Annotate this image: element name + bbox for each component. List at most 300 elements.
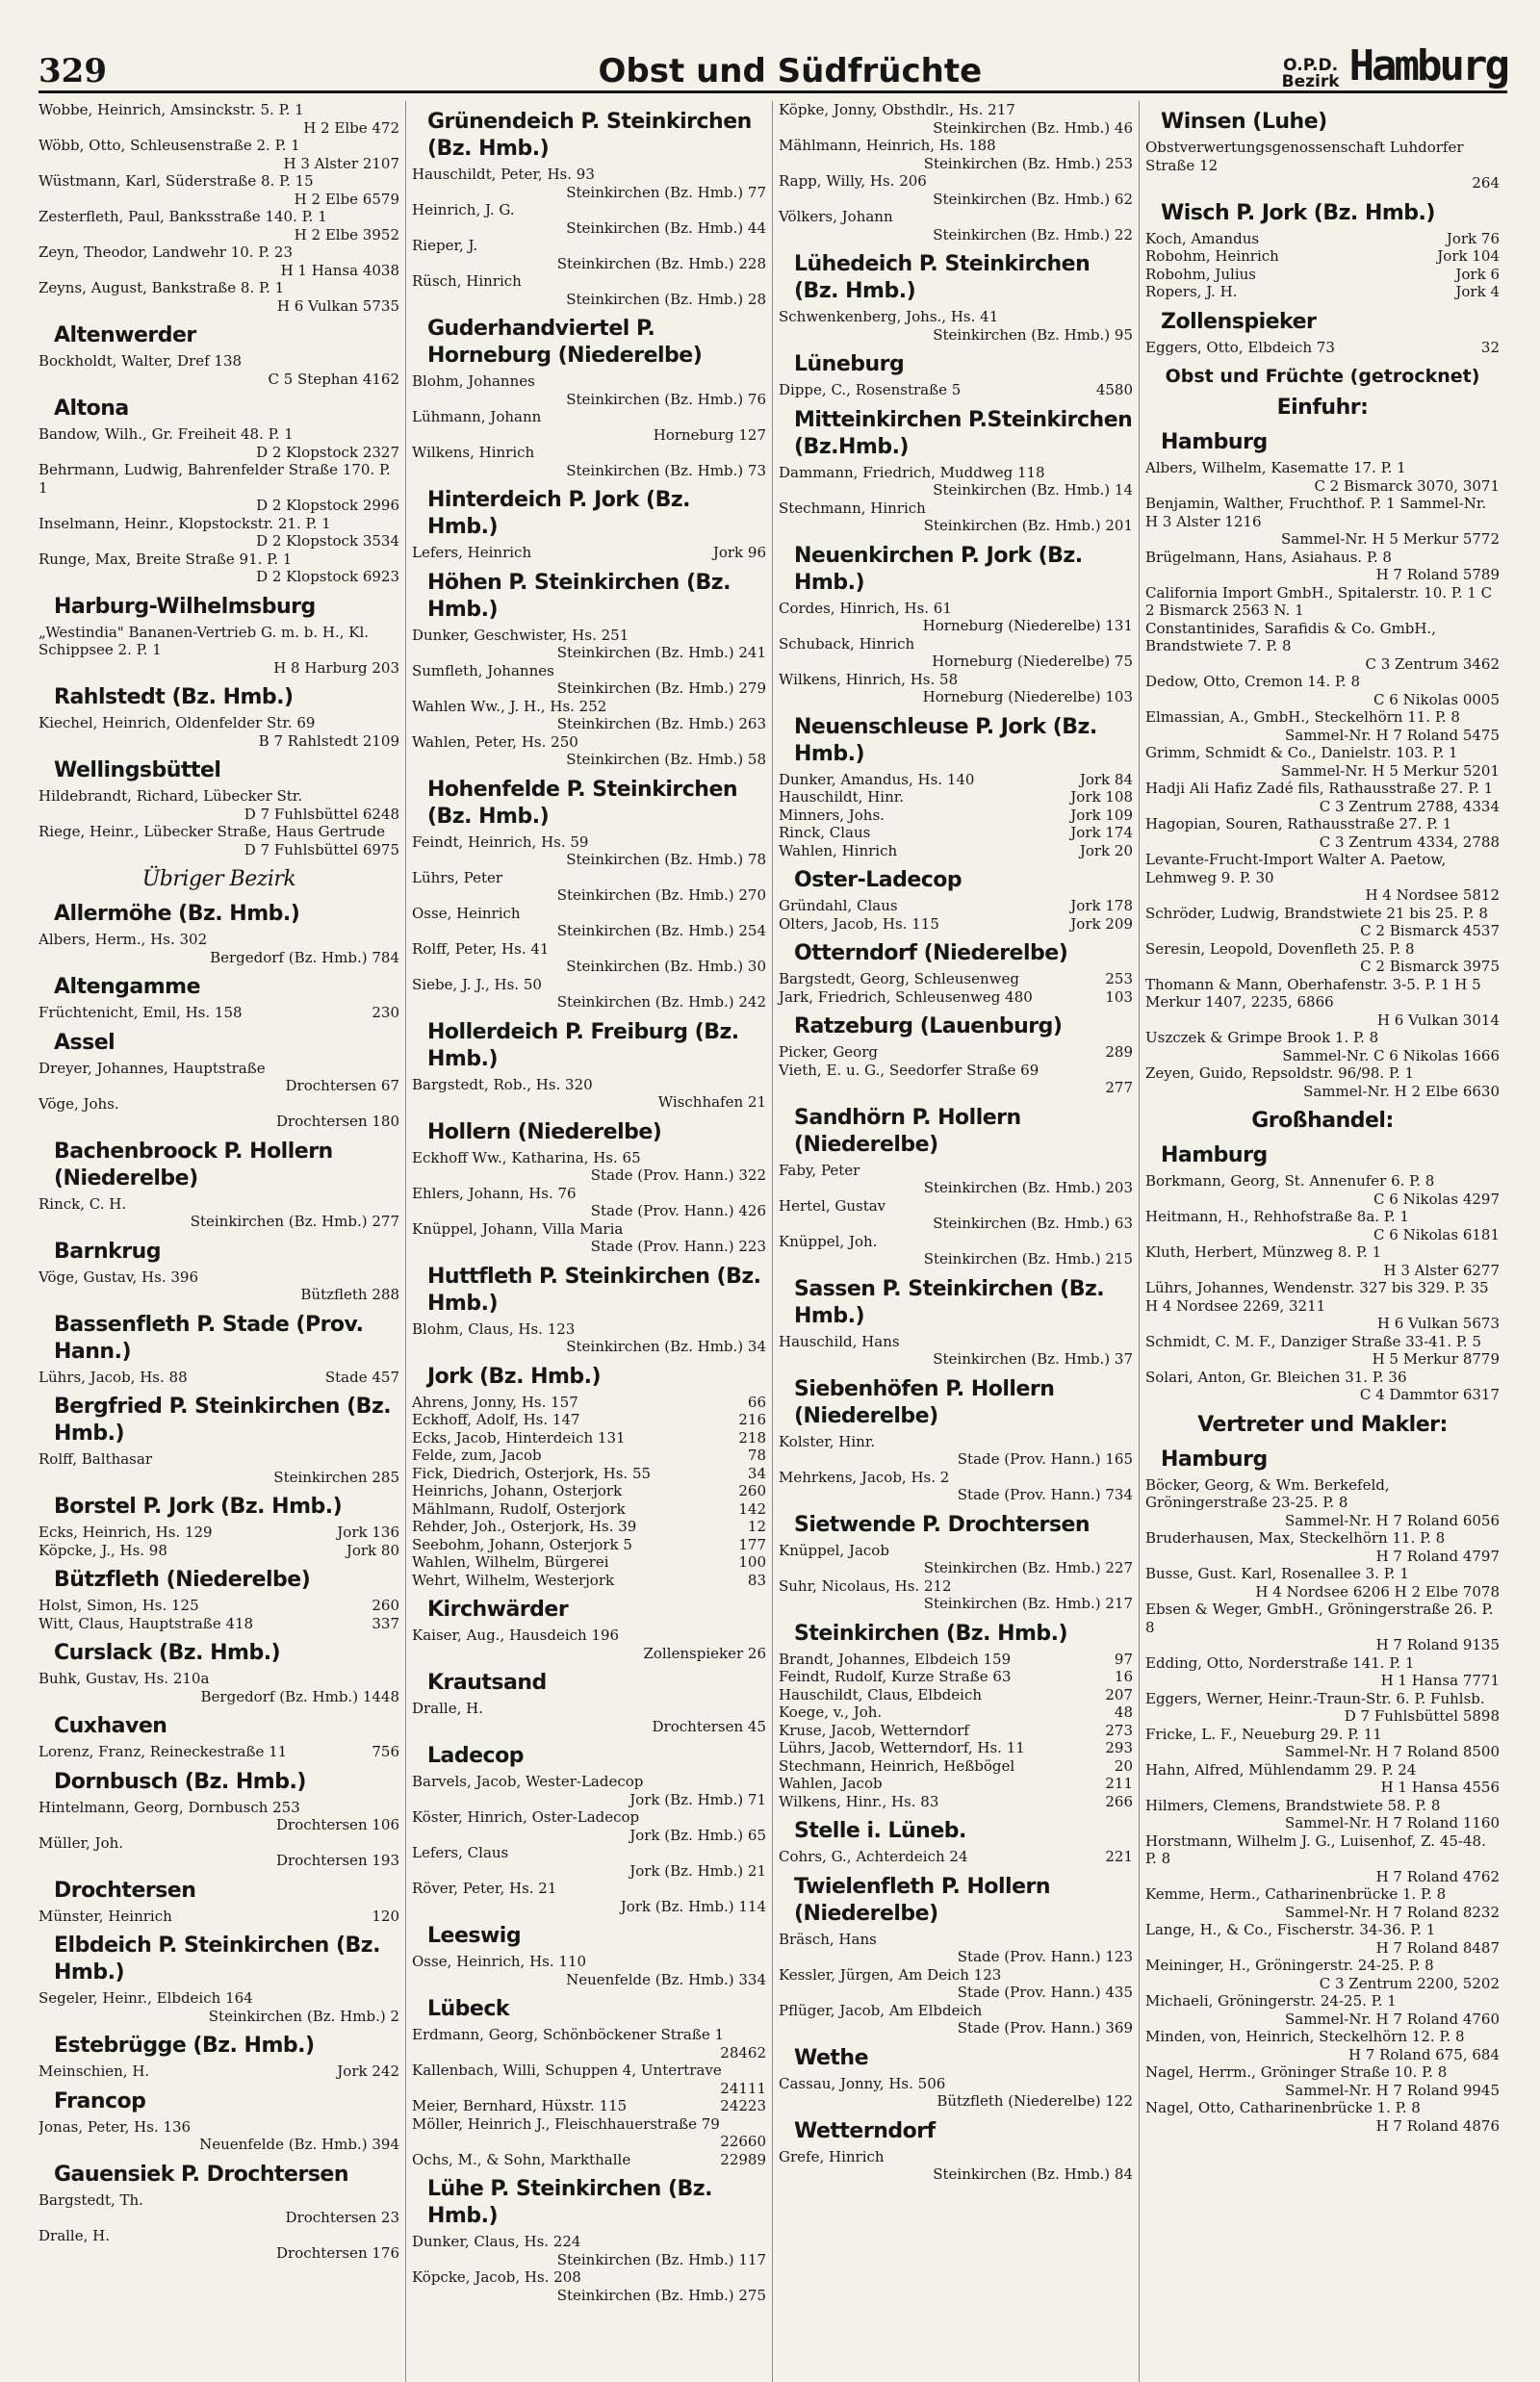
directory-entry xyxy=(38,172,399,208)
entry-name: Vieth, E. u. G., Seedorfer Straße 69 xyxy=(779,1061,1040,1079)
directory-entry xyxy=(779,101,1133,137)
entry-phone: Jork (Bz. Hmb.) 21 xyxy=(629,1861,766,1880)
directory-entry xyxy=(412,2026,766,2062)
directory-entry xyxy=(1145,940,1500,976)
directory-entry xyxy=(779,2075,1133,2111)
entry-phone: D 2 Klopstock 2996 xyxy=(256,497,399,514)
entry-name: Röver, Peter, Hs. 21 xyxy=(412,1880,557,1897)
entry-phone: Sammel-Nr. H 7 Roland 9945 xyxy=(1284,2081,1500,2099)
directory-entry xyxy=(412,2233,766,2268)
entry-phone: Neuenfelde (Bz. Hmb.) 394 xyxy=(199,2136,399,2153)
bezirk-label: Bezirk xyxy=(1281,72,1340,91)
entry-name: Brandt, Johannes, Elbdeich 159 xyxy=(779,1650,1012,1668)
directory-entry xyxy=(412,2115,766,2151)
entry-phone: C 6 Nikolas 4297 xyxy=(1373,1190,1500,1208)
directory-entry xyxy=(1145,1208,1500,1243)
entry-phone: 78 xyxy=(747,1447,766,1464)
entry-phone: Horneburg (Niederelbe) 103 xyxy=(922,688,1133,705)
directory-entry xyxy=(779,1162,1133,1197)
entry-phone: 177 xyxy=(738,1535,766,1553)
entry-phone: Jork (Bz. Hmb.) 65 xyxy=(629,1826,766,1844)
entry-phone: Drochtersen 23 xyxy=(285,2209,399,2226)
entry-phone: Drochtersen 67 xyxy=(285,1077,399,1094)
entry-name: Heinrichs, Johann, Osterjork xyxy=(412,1482,623,1499)
directory-entry xyxy=(412,1553,766,1572)
directory-entry xyxy=(412,1149,766,1185)
place-heading: Hollerdeich P. Freiburg (Bz. Hmb.) xyxy=(427,1019,739,1071)
directory-entry xyxy=(412,833,766,869)
entry-name: Hauschildt, Peter, Hs. 93 xyxy=(412,166,595,183)
directory-entry xyxy=(1145,1726,1500,1761)
directory-entry xyxy=(412,2062,766,2097)
directory-entry xyxy=(412,1773,766,1808)
entry-name: Hauschildt, Hinr. xyxy=(779,788,905,806)
directory-entry xyxy=(412,444,766,479)
directory-entry xyxy=(779,308,1133,344)
entry-name: Busse, Gust. Karl, Rosenallee 3. P. 1 xyxy=(1145,1565,1409,1582)
entry-phone: Jork 242 xyxy=(337,2062,399,2080)
entry-phone: Horneburg (Niederelbe) 75 xyxy=(932,653,1133,670)
entry-phone: 4580 xyxy=(1095,381,1133,398)
entry-phone: Horneburg 127 xyxy=(653,425,766,444)
entry-phone: C 5 Stephan 4162 xyxy=(268,370,399,388)
entry-name: Cohrs, G., Achterdeich 24 xyxy=(779,1848,968,1865)
entry-name: Wahlen Ww., J. H., Hs. 252 xyxy=(412,697,607,715)
directory-entry xyxy=(412,1626,766,1662)
directory-entry xyxy=(1145,1333,1500,1369)
entry-phone: 253 xyxy=(1105,970,1133,987)
entry-name: Bandow, Wilh., Gr. Freiheit 48. P. 1 xyxy=(38,425,294,443)
place-heading: Vertreter und Makler: xyxy=(1197,1412,1448,1437)
entry-name: Köpcke, Jacob, Hs. 208 xyxy=(412,2268,581,2286)
entry-phone: 16 xyxy=(1114,1668,1133,1685)
directory-entry xyxy=(779,2002,1133,2037)
entry-name: Wahlen, Peter, Hs. 250 xyxy=(412,732,578,751)
entry-phone: C 3 Zentrum 2200, 5202 xyxy=(1319,1974,1500,1992)
place-heading: Wisch P. Jork (Bz. Hmb.) xyxy=(1161,200,1435,225)
directory-entry xyxy=(779,1757,1133,1776)
entry-phone: Steinkirchen (Bz. Hmb.) 117 xyxy=(556,2250,766,2268)
place-heading: Francop xyxy=(54,2088,146,2113)
directory-entry xyxy=(412,372,766,408)
entry-name: Runge, Max, Breite Straße 91. P. 1 xyxy=(38,550,293,568)
entry-phone: 28462 xyxy=(720,2043,766,2062)
place-heading: Altona xyxy=(54,397,129,421)
directory-entry xyxy=(1145,2063,1500,2099)
entry-phone: Steinkirchen (Bz. Hmb.) 84 xyxy=(933,2165,1133,2183)
place-heading: Sandhörn P. Hollern (Niederelbe) xyxy=(794,1105,1021,1157)
directory-entry xyxy=(1145,2099,1500,2135)
entry-name: Rüsch, Hinrich xyxy=(412,272,522,290)
directory-entry xyxy=(412,627,766,662)
place-heading: Rahlstedt (Bz. Hmb.) xyxy=(54,685,294,709)
directory-entry xyxy=(412,1500,766,1519)
directory-entry xyxy=(779,970,1133,988)
entry-phone: Steinkirchen (Bz. Hmb.) 58 xyxy=(566,751,766,768)
entry-phone: 221 xyxy=(1105,1848,1133,1865)
entry-name: Kiechel, Heinrich, Oldenfelder Str. 69 xyxy=(38,714,316,731)
entry-name: Kessler, Jürgen, Am Deich 123 xyxy=(779,1965,1002,1984)
entry-phone: Sammel-Nr. H 7 Roland 8232 xyxy=(1284,1903,1500,1921)
entry-name: Münster, Heinrich xyxy=(38,1907,172,1925)
directory-entry xyxy=(38,551,399,586)
place-heading: Hollern (Niederelbe) xyxy=(427,1119,662,1144)
entry-phone: B 7 Rahlstedt 2109 xyxy=(258,731,399,750)
entry-name: Kemme, Herm., Catharinenbrücke 1. P. 8 xyxy=(1145,1885,1447,1903)
entry-name: Bruderhausen, Max, Steckelhörn 11. P. 8 xyxy=(1145,1529,1446,1547)
directory-entry xyxy=(412,1518,766,1536)
entry-name: Rolff, Balthasar xyxy=(38,1450,152,1468)
entry-phone: 293 xyxy=(1105,1739,1133,1756)
entry-phone: H 6 Vulkan 3014 xyxy=(1376,1011,1500,1029)
directory-entry xyxy=(779,172,1133,208)
place-heading: Altenwerder xyxy=(54,323,196,347)
entry-phone: D 7 Fuhlsbüttel 6975 xyxy=(244,840,399,858)
entry-phone: Stade 457 xyxy=(324,1368,399,1386)
entry-phone: Steinkirchen (Bz. Hmb.) 46 xyxy=(933,118,1133,137)
entry-name: Eckhoff, Adolf, Hs. 147 xyxy=(412,1411,580,1428)
entry-phone: D 7 Fuhlsbüttel 5898 xyxy=(1344,1707,1500,1725)
entry-name: Picker, Georg xyxy=(779,1043,878,1061)
entry-phone: Steinkirchen (Bz. Hmb.) 22 xyxy=(933,225,1133,243)
entry-name: Rinck, C. H. xyxy=(38,1194,127,1213)
entry-phone: Bützfleth 288 xyxy=(300,1286,399,1303)
entry-name: Lührs, Johannes, Wendenstr. 327 bis 329. P. 35 H 4 Nordsee 2269, 3211 xyxy=(1145,1279,1489,1315)
entry-name: Knüppel, Johann, Villa Maria xyxy=(412,1219,624,1238)
region-label xyxy=(1282,41,1507,90)
entry-phone: Steinkirchen 285 xyxy=(273,1468,399,1486)
entry-phone: Jork 209 xyxy=(1070,914,1133,933)
place-heading: Bützfleth (Niederelbe) xyxy=(54,1568,311,1592)
entry-name: Barvels, Jacob, Wester-Ladecop xyxy=(412,1773,644,1790)
entry-phone: Steinkirchen (Bz. Hmb.) 201 xyxy=(923,517,1133,534)
directory-entry xyxy=(779,381,1133,399)
entry-phone: Jork 6 xyxy=(1455,265,1500,283)
directory-entry xyxy=(412,1572,766,1590)
entry-name: Seresin, Leopold, Dovenfleth 25. P. 8 xyxy=(1145,939,1415,958)
directory-entry xyxy=(1145,584,1500,620)
directory-entry xyxy=(779,1233,1133,1268)
directory-entry xyxy=(1145,339,1500,357)
entry-name: Lührs, Peter xyxy=(412,868,503,886)
entry-name: Wobbe, Heinrich, Amsinckstr. 5. P. 1 xyxy=(38,101,304,118)
place-heading: Bergfried P. Steinkirchen (Bz. Hmb.) xyxy=(54,1395,392,1446)
entry-phone: Jork 178 xyxy=(1070,897,1133,914)
entry-phone: 83 xyxy=(747,1571,766,1589)
directory-entry xyxy=(1145,1797,1500,1832)
entry-phone: 216 xyxy=(738,1411,766,1428)
entry-phone: Sammel-Nr. H 5 Merkur 5201 xyxy=(1280,761,1500,780)
entry-phone: Steinkirchen (Bz. Hmb.) 77 xyxy=(566,183,766,201)
place-heading: Elbdeich P. Steinkirchen (Bz. Hmb.) xyxy=(54,1934,380,1985)
directory-entry xyxy=(1145,1690,1500,1726)
page-header xyxy=(38,29,1507,93)
entry-name: Fricke, L. F., Neueburg 29. P. 11 xyxy=(1145,1725,1382,1743)
entry-name: Obstverwertungsgenossenschaft Luhdorfer Straße 12 xyxy=(1145,139,1464,174)
place-heading: Übriger Bezirk xyxy=(141,867,296,891)
place-heading: Wellingsbüttel xyxy=(54,758,221,782)
directory-entry xyxy=(412,905,766,940)
directory-entry xyxy=(38,1743,399,1761)
entry-name: Schmidt, C. M. F., Danziger Straße 33-41. P. 5 xyxy=(1145,1332,1482,1350)
entry-name: Jonas, Peter, Hs. 136 xyxy=(38,2117,192,2136)
entry-name: Albers, Wilhelm, Kasematte 17. P. 1 xyxy=(1145,459,1406,476)
entry-name: Rinck, Claus xyxy=(779,824,871,841)
entry-phone: Zollenspieker 26 xyxy=(643,1644,766,1662)
entry-name: Ochs, M., & Sohn, Markthalle xyxy=(412,2150,631,2168)
entry-name: Thomann & Mann, Oberhafenstr. 3-5. P. 1 H 5 Merkur 1407, 2235, 6866 xyxy=(1145,975,1481,1011)
directory-entry xyxy=(1145,1654,1500,1690)
directory-entry xyxy=(1145,744,1500,780)
directory-entry xyxy=(412,1429,766,1447)
entry-name: Ecks, Heinrich, Hs. 129 xyxy=(38,1524,213,1541)
directory-entry xyxy=(412,1465,766,1483)
entry-phone: Steinkirchen (Bz. Hmb.) 228 xyxy=(556,254,766,272)
place-heading: Hamburg xyxy=(1161,1447,1268,1472)
entry-phone: 337 xyxy=(372,1614,399,1632)
entry-phone: H 7 Roland 9135 xyxy=(1375,1636,1500,1653)
entry-name: Kruse, Jacob, Wetterndorf xyxy=(779,1721,969,1739)
entry-phone: Jork 20 xyxy=(1079,841,1133,859)
column-2 xyxy=(405,101,772,2382)
directory-entry xyxy=(1145,549,1500,584)
directory-entry xyxy=(412,2097,766,2115)
place-heading: Höhen P. Steinkirchen (Bz. Hmb.) xyxy=(427,570,731,622)
entry-name: „Westindia" Bananen-Vertrieb G. m. b. H., Kl. Schippsee 2. P. 1 xyxy=(38,623,370,658)
entry-name: Koege, v., Joh. xyxy=(779,1703,883,1721)
entry-phone: H 6 Vulkan 5673 xyxy=(1376,1315,1500,1332)
entry-name: Kallenbach, Willi, Schuppen 4, Untertrave xyxy=(412,2062,722,2079)
entry-name: Feindt, Heinrich, Hs. 59 xyxy=(412,832,589,851)
directory-entry xyxy=(38,425,399,461)
directory-entry xyxy=(38,515,399,551)
entry-phone: Jork 174 xyxy=(1070,824,1133,841)
entry-phone: 266 xyxy=(1105,1792,1133,1810)
entry-phone: Steinkirchen (Bz. Hmb.) 254 xyxy=(556,922,766,939)
category-title: Obst und Früchte (getrocknet) xyxy=(1165,366,1480,387)
entry-name: Meininger, H., Gröningerstr. 24-25. P. 8 xyxy=(1145,1957,1434,1974)
directory-entry xyxy=(412,201,766,237)
entry-name: Dralle, H. xyxy=(38,2226,110,2244)
entry-name: Grefe, Hinrich xyxy=(779,2147,885,2165)
entry-name: Eggers, Werner, Heinr.-Traun-Str. 6. P. Fuhlsb. xyxy=(1145,1689,1485,1707)
entry-name: Dunker, Claus, Hs. 224 xyxy=(412,2233,581,2250)
entry-name: Horstmann, Wilhelm J. G., Luisenhof, Z. 45-48. P. 8 xyxy=(1145,1831,1486,1867)
place-heading: Lühe P. Steinkirchen (Bz. Hmb.) xyxy=(427,2177,712,2228)
entry-phone: Steinkirchen (Bz. Hmb.) 73 xyxy=(566,461,766,479)
place-heading: Krautsand xyxy=(427,1671,547,1695)
entry-name: Riege, Heinr., Lübecker Straße, Haus Gertrude xyxy=(38,823,385,840)
place-heading: Gauensiek P. Drochtersen xyxy=(54,2162,348,2187)
directory-entry xyxy=(1145,905,1500,940)
entry-name: Müller, Joh. xyxy=(38,1833,124,1852)
entry-name: Felde, zum, Jacob xyxy=(412,1447,542,1464)
entry-name: Benjamin, Walther, Fruchthof. P. 1 Sammel-Nr. H 3 Alster 1216 xyxy=(1145,495,1487,530)
entry-name: Köster, Hinrich, Oster-Ladecop xyxy=(412,1808,640,1826)
place-heading: Lübeck xyxy=(427,1997,510,2021)
entry-name: Schwenkenberg, Johs., Hs. 41 xyxy=(779,308,999,325)
entry-name: Ecks, Jacob, Hinterdeich 131 xyxy=(412,1428,626,1447)
entry-phone: Drochtersen 180 xyxy=(276,1113,399,1130)
entry-name: Rolff, Peter, Hs. 41 xyxy=(412,939,550,958)
directory-entry xyxy=(1145,1172,1500,1208)
entry-name: Minners, Johs. xyxy=(779,806,885,824)
entry-name: Köpke, Jonny, Obsthdlr., Hs. 217 xyxy=(779,101,1015,118)
entry-name: Constantinides, Sarafidis & Co. GmbH., Brandstwiete 7. P. 8 xyxy=(1145,619,1437,654)
columns-container xyxy=(38,101,1507,2382)
entry-phone: C 2 Bismarck 4537 xyxy=(1360,922,1500,939)
entry-phone: Sammel-Nr. H 7 Roland 5475 xyxy=(1284,726,1500,744)
entry-phone: Steinkirchen (Bz. Hmb.) 62 xyxy=(933,190,1133,208)
entry-name: Heitmann, H., Rehhofstraße 8a. P. 1 xyxy=(1145,1208,1409,1225)
place-heading: Winsen (Luhe) xyxy=(1161,110,1327,134)
entry-phone: Jork 108 xyxy=(1070,788,1133,806)
entry-name: Lefers, Claus xyxy=(412,1844,509,1861)
entry-phone: Jork 104 xyxy=(1437,247,1500,265)
entry-phone: H 4 Nordsee 5812 xyxy=(1365,886,1500,904)
entry-phone: Jork (Bz. Hmb.) 71 xyxy=(629,1790,766,1808)
directory-entry xyxy=(779,1197,1133,1233)
entry-phone: H 6 Vulkan 5735 xyxy=(276,296,399,315)
entry-name: Levante-Frucht-Import Walter A. Paetow, Lehmweg 9. P. 30 xyxy=(1145,851,1447,886)
entry-phone: Sammel-Nr. H 2 Elbe 6630 xyxy=(1303,1082,1500,1100)
directory-entry xyxy=(38,787,399,823)
entry-phone: Jork 4 xyxy=(1455,283,1500,300)
directory-entry xyxy=(1145,1957,1500,1992)
entry-name: Meier, Bernhard, Hüxstr. 115 xyxy=(412,2097,628,2114)
directory-entry xyxy=(38,208,399,243)
column-4 xyxy=(1139,101,1505,2382)
entry-name: Bargstedt, Rob., Hs. 320 xyxy=(412,1075,593,1093)
entry-name: Stechmann, Hinrich xyxy=(779,499,926,517)
directory-entry xyxy=(779,208,1133,243)
entry-name: Nagel, Herrm., Gröninger Straße 10. P. 8 xyxy=(1145,2063,1448,2081)
entry-name: Holst, Simon, Hs. 125 xyxy=(38,1597,199,1614)
place-heading: Guderhandviertel P. Horneburg (Niederelbe) xyxy=(427,317,703,368)
entry-phone: Steinkirchen (Bz. Hmb.) 78 xyxy=(566,851,766,868)
place-heading: Siebenhöfen P. Hollern (Niederelbe) xyxy=(794,1376,1055,1428)
entry-phone: Steinkirchen (Bz. Hmb.) 217 xyxy=(923,1595,1133,1612)
entry-name: Mählmann, Heinrich, Hs. 188 xyxy=(779,137,996,154)
place-heading: Hinterdeich P. Jork (Bz. Hmb.) xyxy=(427,488,691,539)
entry-name: Siebe, J. J., Hs. 50 xyxy=(412,975,542,993)
place-heading: Allermöhe (Bz. Hmb.) xyxy=(54,902,300,926)
directory-entry xyxy=(412,237,766,272)
entry-name: Hertel, Gustav xyxy=(779,1196,886,1215)
entry-name: Mehrkens, Jacob, Hs. 2 xyxy=(779,1468,950,1486)
entry-phone: C 3 Zentrum 2788, 4334 xyxy=(1319,797,1500,815)
place-heading: Leeswig xyxy=(427,1924,522,1948)
entry-name: Zeyn, Theodor, Landwehr 10. P. 23 xyxy=(38,243,294,261)
entry-name: Fick, Diedrich, Osterjork, Hs. 55 xyxy=(412,1464,652,1482)
place-heading: Sassen P. Steinkirchen (Bz. Hmb.) xyxy=(794,1276,1105,1328)
directory-entry xyxy=(779,464,1133,499)
directory-entry xyxy=(38,1095,399,1131)
entry-phone: 97 xyxy=(1114,1650,1133,1668)
entry-phone: 260 xyxy=(738,1482,766,1499)
directory-entry xyxy=(779,499,1133,535)
entry-name: Möller, Heinrich J., Fleischhauerstraße 79 xyxy=(412,2114,720,2133)
place-heading: Hamburg xyxy=(1161,1143,1268,1167)
directory-entry xyxy=(412,733,766,769)
directory-entry xyxy=(1145,708,1500,744)
entry-name: Zesterfleth, Paul, Banksstraße 140. P. 1 xyxy=(38,208,327,225)
directory-entry xyxy=(38,279,399,315)
directory-entry xyxy=(779,1433,1133,1469)
entry-phone: 142 xyxy=(738,1499,766,1518)
directory-entry xyxy=(412,1953,766,1988)
place-heading: Oster-Ladecop xyxy=(794,868,962,892)
entry-phone: Steinkirchen (Bz. Hmb.) 2 xyxy=(208,2007,399,2025)
page-title: Obst und Südfrüchte xyxy=(598,52,983,90)
directory-entry xyxy=(779,1668,1133,1686)
entry-name: Dammann, Friedrich, Muddweg 118 xyxy=(779,463,1045,481)
entry-name: Uszczek & Grimpe Brook 1. P. 8 xyxy=(1145,1029,1379,1046)
directory-entry xyxy=(1145,673,1500,708)
entry-phone: 48 xyxy=(1114,1703,1133,1721)
entry-phone: Sammel-Nr. C 6 Nikolas 1666 xyxy=(1282,1046,1500,1064)
directory-entry xyxy=(38,1670,399,1705)
directory-entry xyxy=(412,1880,766,1915)
directory-entry xyxy=(1145,495,1500,549)
place-heading: Hohenfelde P. Steinkirchen (Bz. Hmb.) xyxy=(427,777,738,829)
directory-entry xyxy=(779,1775,1133,1793)
entry-name: Edding, Otto, Norderstraße 141. P. 1 xyxy=(1145,1653,1415,1672)
entry-name: Dreyer, Johannes, Hauptstraße xyxy=(38,1059,266,1077)
directory-entry xyxy=(38,1597,399,1615)
directory-entry xyxy=(1145,283,1500,301)
directory-entry xyxy=(1145,976,1500,1030)
directory-entry xyxy=(1145,1064,1500,1100)
place-heading: Altengamme xyxy=(54,975,201,999)
directory-entry xyxy=(779,1062,1133,1097)
entry-name: Wahlen, Jacob xyxy=(779,1775,883,1792)
entry-phone: 22989 xyxy=(720,2150,766,2168)
directory-entry xyxy=(1145,247,1500,266)
entry-name: Bräsch, Hans xyxy=(779,1930,877,1948)
directory-entry xyxy=(1145,1601,1500,1654)
entry-phone: 66 xyxy=(747,1393,766,1411)
entry-name: Hagopian, Souren, Rathausstraße 27. P. 1 xyxy=(1145,815,1452,832)
directory-entry xyxy=(412,940,766,976)
entry-phone: Stade (Prov. Hann.) 165 xyxy=(957,1450,1133,1468)
page-number: 329 xyxy=(38,52,107,90)
entry-name: Cassau, Jonny, Hs. 506 xyxy=(779,2074,946,2092)
entry-phone: 218 xyxy=(738,1428,766,1447)
directory-entry xyxy=(1145,1279,1500,1333)
directory-entry xyxy=(38,931,399,966)
entry-phone: Steinkirchen (Bz. Hmb.) 263 xyxy=(556,715,766,732)
place-heading: Dornbusch (Bz. Hmb.) xyxy=(54,1769,306,1794)
directory-entry xyxy=(1145,1921,1500,1957)
entry-phone: H 7 Roland 4876 xyxy=(1375,2116,1500,2135)
entry-name: Suhr, Nicolaus, Hs. 212 xyxy=(779,1576,952,1595)
directory-entry xyxy=(38,2062,399,2081)
entry-phone: Steinkirchen (Bz. Hmb.) 277 xyxy=(190,1213,399,1230)
directory-entry xyxy=(1145,1476,1500,1530)
directory-entry xyxy=(779,1577,1133,1613)
directory-entry xyxy=(779,788,1133,807)
entry-phone: Sammel-Nr. H 5 Merkur 5772 xyxy=(1280,530,1500,548)
entry-name: Dunker, Amandus, Hs. 140 xyxy=(779,770,975,788)
entry-phone: D 2 Klopstock 3534 xyxy=(256,532,399,550)
entry-phone: 211 xyxy=(1105,1775,1133,1792)
place-heading: Borstel P. Jork (Bz. Hmb.) xyxy=(54,1495,343,1519)
entry-name: Rieper, J. xyxy=(412,237,478,254)
directory-entry xyxy=(412,408,766,444)
entry-phone: Steinkirchen (Bz. Hmb.) 253 xyxy=(923,154,1133,172)
directory-entry xyxy=(1145,230,1500,248)
